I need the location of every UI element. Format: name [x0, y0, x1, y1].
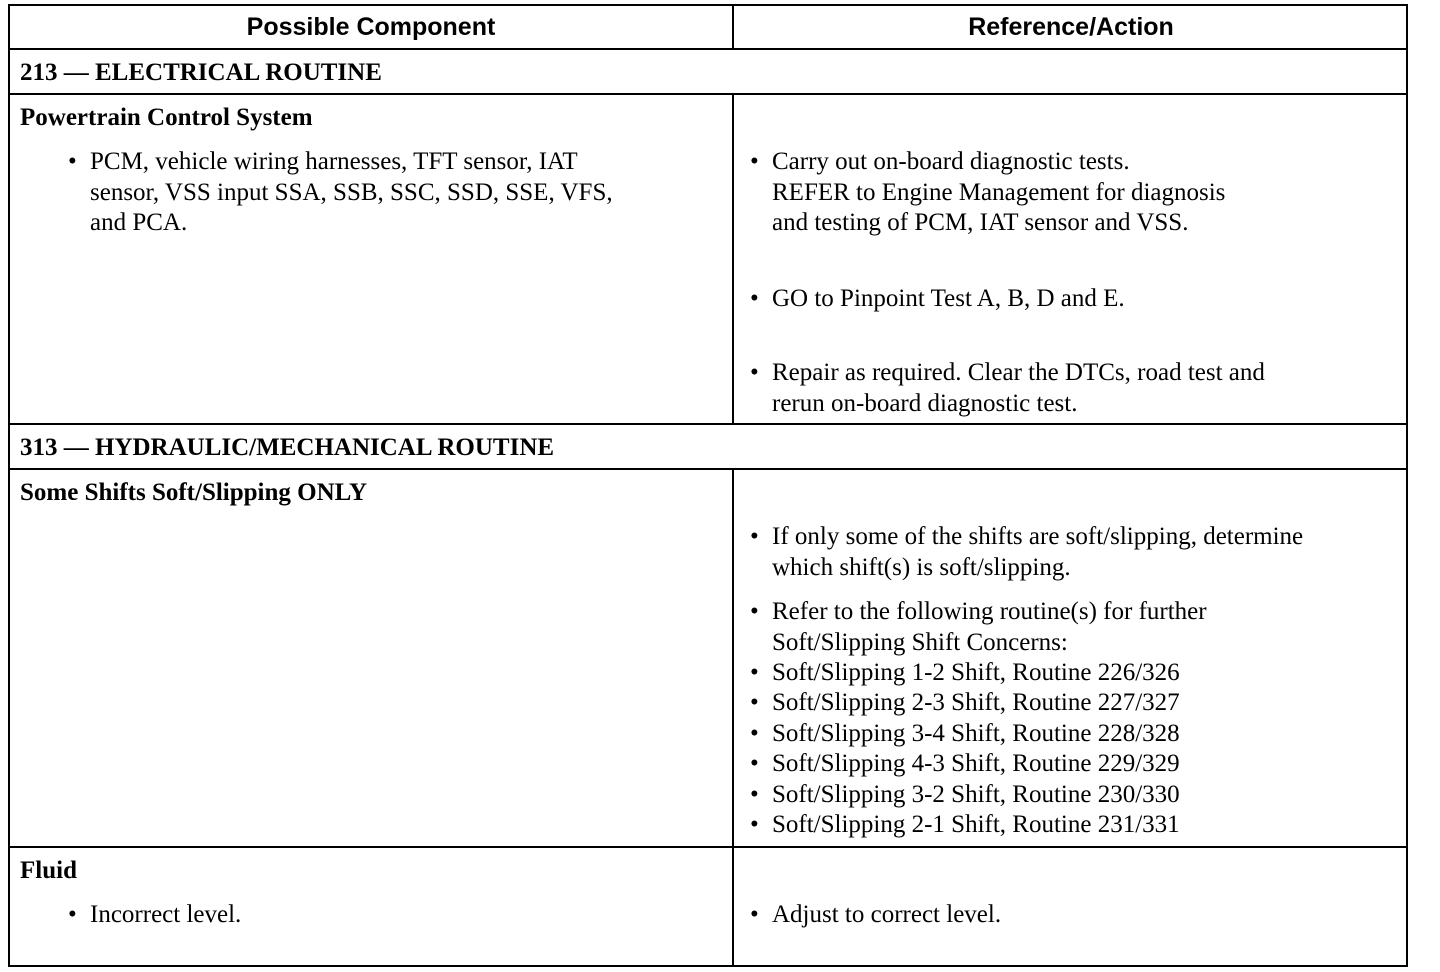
routine-item — [750, 749, 1180, 780]
action-item-text: Carry out on-board diagnostic tests. REFER to Engine Management for diagnosis and testing of PCM, IAT sensor and VSS. — [772, 148, 1226, 236]
bullet-icon: • — [68, 148, 77, 175]
row-divider — [10, 93, 1406, 95]
column-header-component: Possible Component — [246, 13, 496, 41]
action-item-text: If only some of the shifts are soft/slipping, determine which shift(s) is soft/slipping. — [772, 523, 1304, 581]
action-item — [750, 147, 1226, 239]
component-name-fluid: Fluid — [20, 857, 77, 884]
bullet-icon: • — [750, 689, 759, 716]
component-item-text: PCM, vehicle wiring harnesses, TFT sensor, IAT sensor, VSS input SSA, SSB, SSC, SSD, SSE, VFS, and PCA. — [90, 148, 613, 236]
routine-item-text: Soft/Slipping 2-3 Shift, Routine 227/327 — [772, 689, 1180, 716]
row-divider — [10, 423, 1406, 425]
component-name-powertrain: Powertrain Control System — [20, 104, 313, 131]
routine-item — [750, 810, 1180, 841]
action-item-text: Refer to the following routine(s) for further Soft/Slipping Shift Concerns: — [772, 598, 1207, 656]
component-name-soft-shifts: Some Shifts Soft/Slipping ONLY — [20, 479, 368, 506]
routine-item-text: Soft/Slipping 3-2 Shift, Routine 230/330 — [772, 781, 1180, 808]
component-item-text: Incorrect level. — [90, 901, 242, 928]
bullet-icon: • — [750, 811, 759, 838]
row-divider — [10, 468, 1406, 470]
routine-item-text: Soft/Slipping 2-1 Shift, Routine 231/331 — [772, 811, 1180, 838]
bullet-icon: • — [750, 750, 759, 777]
bullet-icon: • — [750, 598, 759, 625]
bullet-icon: • — [68, 901, 77, 928]
row-divider — [10, 846, 1406, 848]
bullet-icon: • — [750, 659, 759, 686]
column-divider — [732, 468, 734, 965]
action-item-text: Adjust to correct level. — [772, 901, 1002, 928]
column-divider — [732, 6, 734, 50]
action-item — [750, 900, 1002, 931]
action-item-text: Repair as required. Clear the DTCs, road test and rerun on-board diagnostic test. — [772, 359, 1265, 417]
bullet-icon: • — [750, 901, 759, 928]
routine-item — [750, 658, 1180, 689]
routine-item-text: Soft/Slipping 3-4 Shift, Routine 228/328 — [772, 720, 1180, 747]
bullet-icon: • — [750, 359, 759, 386]
column-divider — [732, 93, 734, 425]
routine-item — [750, 780, 1180, 811]
section-title-hydraulic: 313 — HYDRAULIC/MECHANICAL ROUTINE — [20, 434, 555, 461]
bullet-icon: • — [750, 720, 759, 747]
routine-item — [750, 688, 1180, 719]
action-item — [750, 597, 1207, 658]
component-item — [68, 147, 613, 239]
action-item-text: GO to Pinpoint Test A, B, D and E. — [772, 285, 1125, 312]
routine-item-text: Soft/Slipping 4-3 Shift, Routine 229/329 — [772, 750, 1180, 777]
section-title-electrical: 213 — ELECTRICAL ROUTINE — [20, 59, 382, 86]
action-item — [750, 358, 1265, 419]
bullet-icon: • — [750, 148, 759, 175]
bullet-icon: • — [750, 285, 759, 312]
routine-item — [750, 719, 1180, 750]
column-header-action: Reference/Action — [968, 13, 1174, 41]
bullet-icon: • — [750, 781, 759, 808]
action-item — [750, 284, 1125, 315]
routine-item-text: Soft/Slipping 1-2 Shift, Routine 226/326 — [772, 659, 1180, 686]
diagnostic-table — [8, 4, 1408, 967]
bullet-icon: • — [750, 523, 759, 550]
component-item — [68, 900, 242, 931]
row-divider — [10, 48, 1406, 50]
action-item — [750, 522, 1304, 583]
